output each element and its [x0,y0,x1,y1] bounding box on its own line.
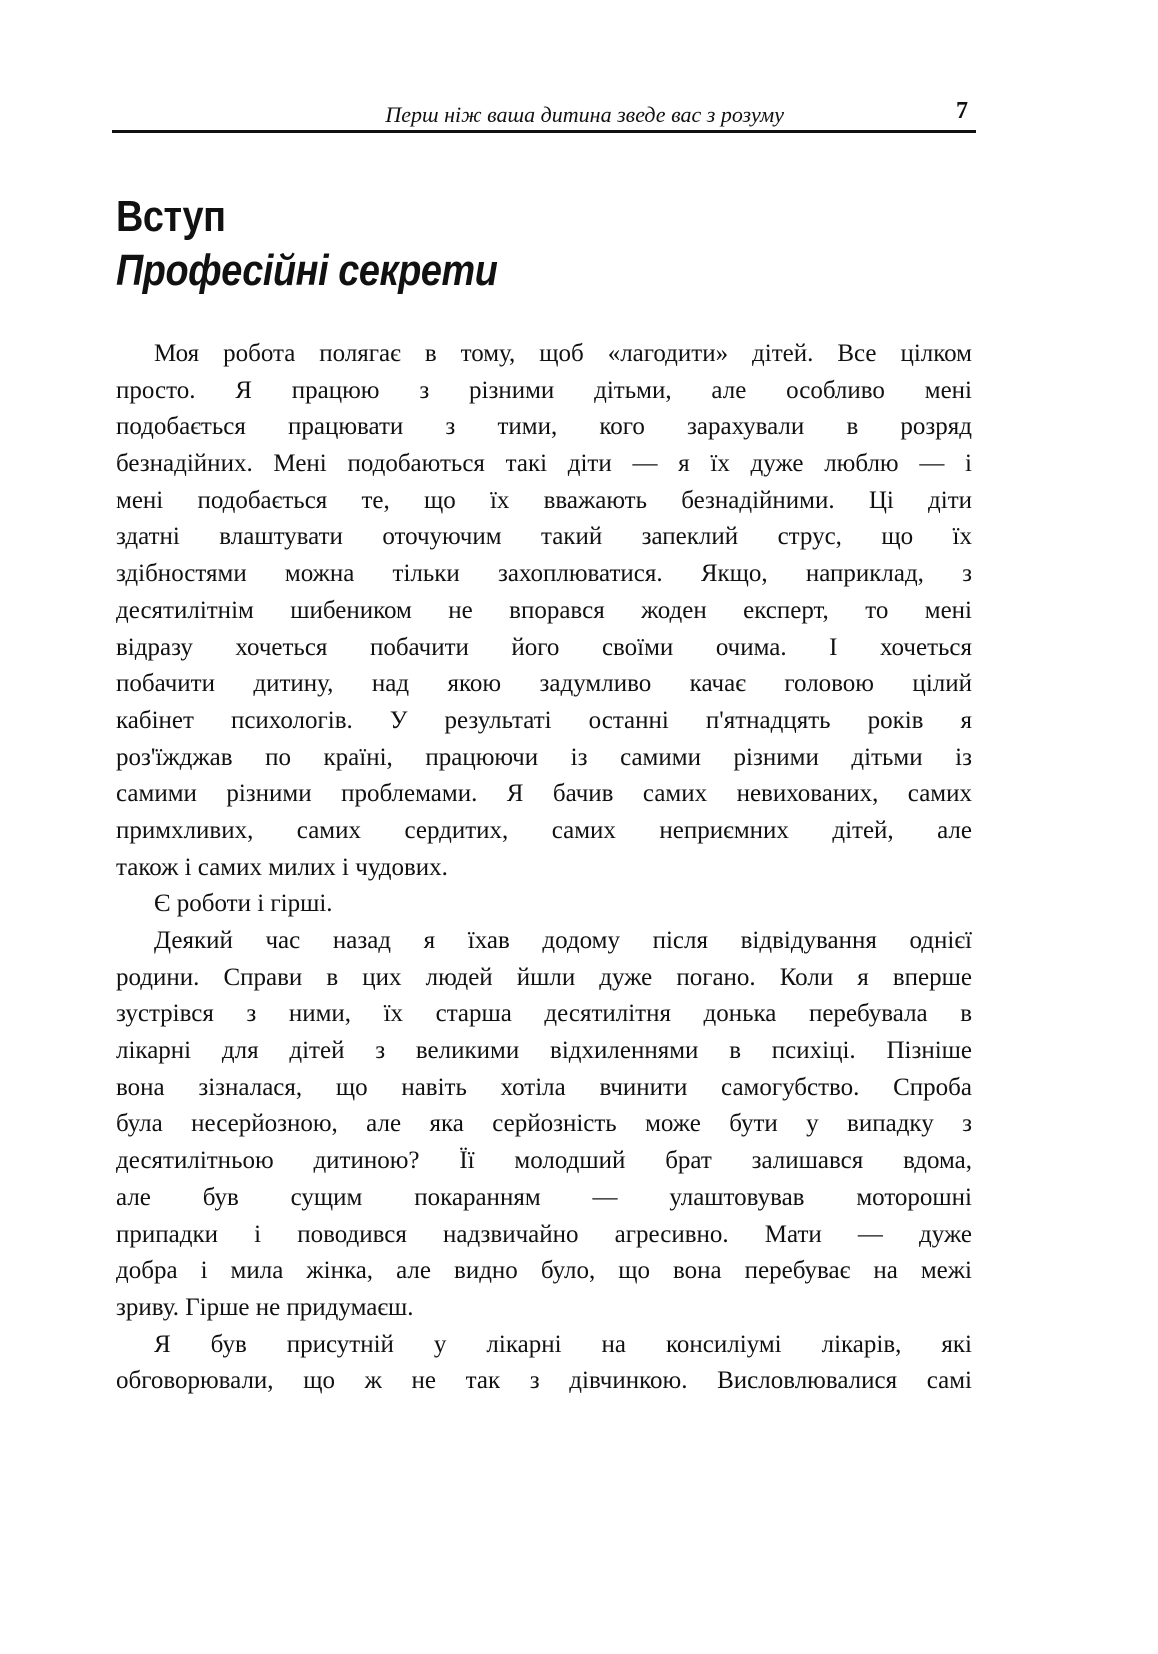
text-line: вона зізналася, що навіть хотіла вчинити самогубство. Спроба [116,1073,972,1101]
paragraph [116,336,972,886]
body-text [116,336,972,1400]
text-line: але був сущим покаранням — улаштовував моторошні [116,1183,972,1211]
text-line: кабінет психологів. У результаті останні п'ятнадцять років я [116,706,972,734]
text-line: лікарні для дітей з великими відхиленнями в психіці. Пізніше [116,1037,972,1065]
text-line: зустрівся з ними, їх старша десятилітня донька перебувала в [116,1000,972,1028]
text-line: десятилітньою дитиною? Її молодший брат залишався вдома, [116,1147,972,1175]
text-line: зриву. Гірше не придумаєш. [116,1293,414,1321]
text-line: мені подобається те, що їх вважають безнадійними. Ці діти [116,486,972,514]
paragraph [116,923,972,1327]
text-line: побачити дитину, над якою задумливо качає головою цілий [116,670,972,698]
paragraph [116,886,972,923]
text-line: примхливих, самих сердитих, самих неприємних дітей, але [116,816,972,844]
running-title: Перш ніж ваша дитина зведе вас з розуму [385,102,784,127]
text-line: Є роботи і гірші. [154,890,333,918]
text-line: припадки і поводився надзвичайно агресивно. Мати — дуже [116,1220,972,1248]
text-line: десятилітнім шибеником не впорався жоден експерт, то мені [116,596,972,624]
text-line: роз'їжджав по країні, працюючи із самими різними дітьми із [116,743,972,771]
text-line: Деякий час назад я їхав додому після відвідування однієї [154,927,972,954]
text-line: безнадійних. Мені подобаються такі діти — я їх дуже люблю — і [116,450,972,478]
paragraph [116,1327,972,1400]
text-line: обговорювали, що ж не так з дівчинкою. Висловлювалися самі [116,1367,972,1395]
text-line: самими різними проблемами. Я бачив самих невихованих, самих [116,780,972,808]
text-line: здатні влаштувати оточуючим такий запеклий струс, що їх [116,523,972,551]
running-head [112,98,974,130]
text-line: також і самих милих і чудових. [116,853,448,881]
text-line: відразу хочеться побачити його своїми очима. І хочеться [116,633,972,661]
text-line: здібностями можна тільки захоплюватися. Якщо, наприклад, з [116,560,972,588]
text-line: була несерйозною, але яка серйозність може бути у випадку з [116,1110,972,1138]
text-line: добра і мила жінка, але видно було, що вона перебуває на межі [116,1257,972,1285]
text-line: Моя робота полягає в тому, щоб «лагодити» дітей. Все цілком [154,340,972,367]
header-rule [112,130,976,133]
text-line: подобається працювати з тими, кого зарахували в розряд [116,413,972,441]
text-line: родини. Справи в цих людей йшли дуже погано. Коли я вперше [116,963,972,991]
chapter-subtitle: Професійні секрети [116,246,498,295]
chapter-title: Вступ [116,192,226,241]
text-line: Я був присутній у лікарні на консиліумі лікарів, які [154,1330,972,1358]
page-number: 7 [956,98,968,124]
text-line: просто. Я працюю з різними дітьми, але особливо мені [116,376,972,404]
